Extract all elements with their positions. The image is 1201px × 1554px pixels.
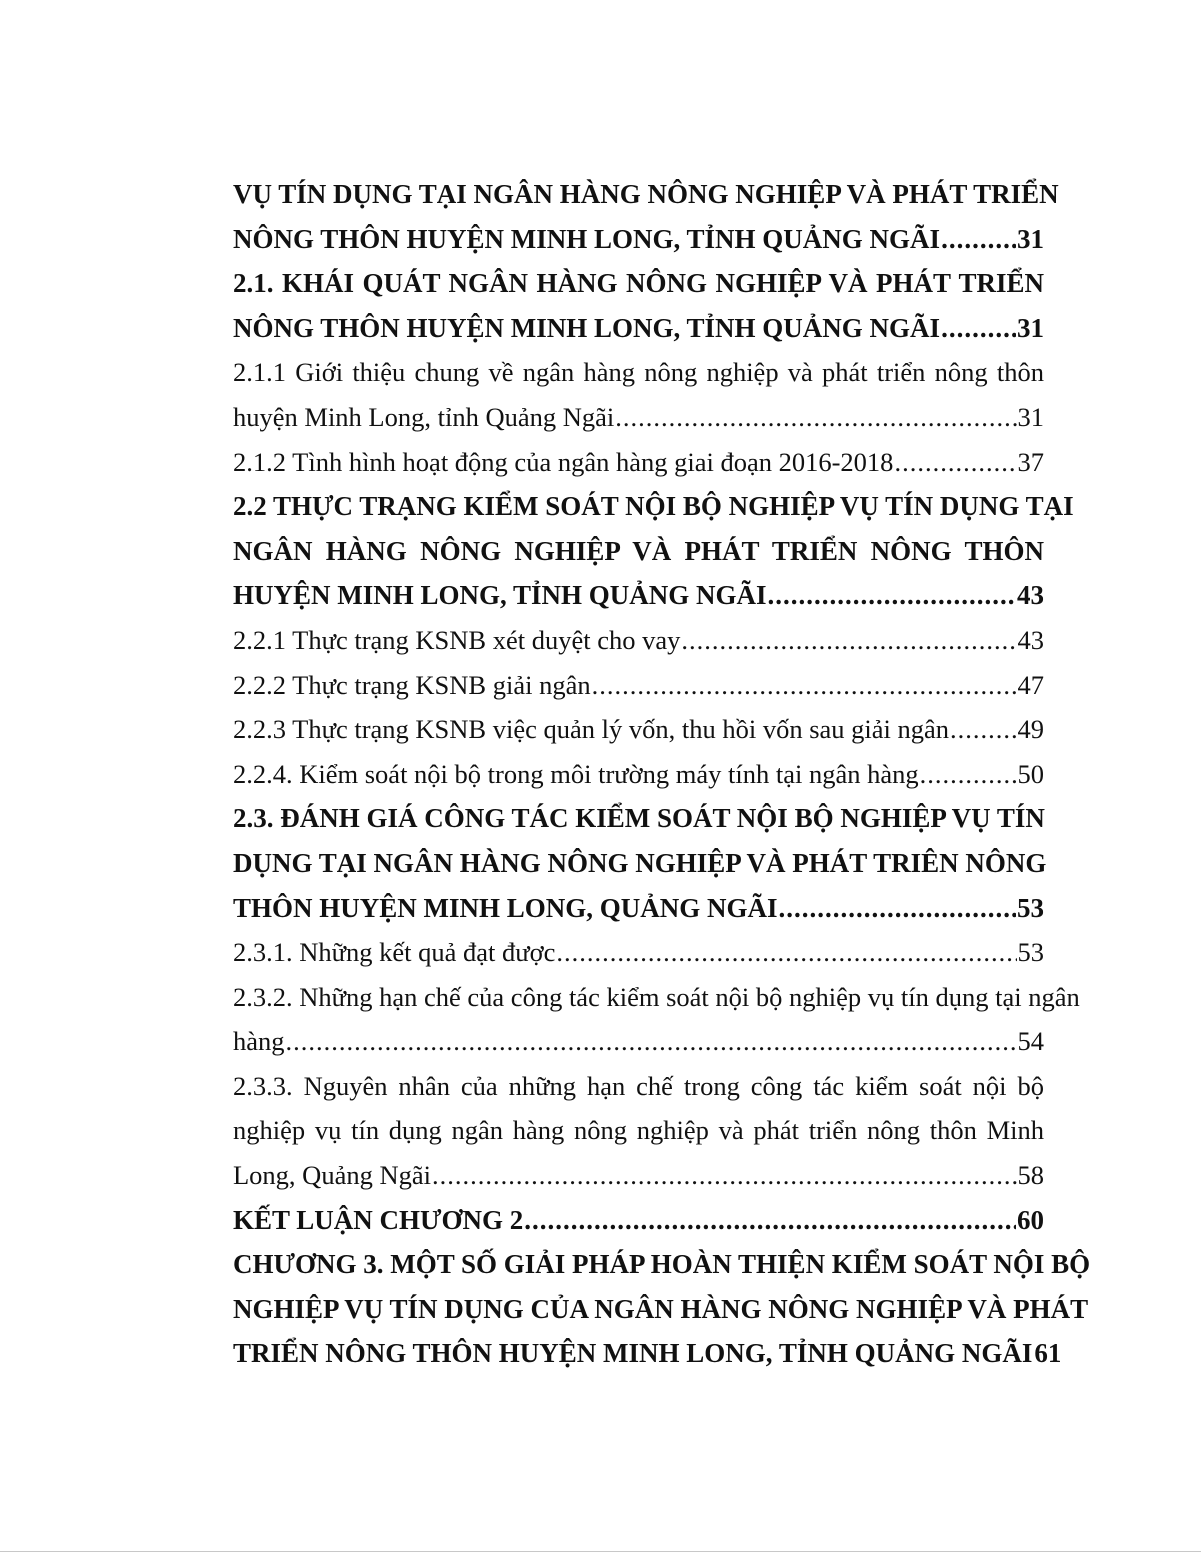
toc-entry-title: hàng — [233, 1026, 285, 1057]
toc-entry-text-line: 2.3.2. Những hạn chế của công tác kiểm soát nội bộ nghiệp vụ tín dụng tại ngân — [233, 981, 1080, 1012]
toc-entry[interactable] — [233, 752, 1044, 797]
toc-entry-text-line: DỤNG TẠI NGÂN HÀNG NÔNG NGHIỆP VÀ PHÁT TRIÊN NÔNG — [233, 847, 1047, 878]
page-bottom-rule — [0, 1551, 1201, 1552]
toc-entry-leader-line — [233, 440, 1044, 485]
toc-entry-leader-line — [233, 306, 1044, 351]
toc-page-number: 49 — [1017, 714, 1044, 745]
toc-page-number: 31 — [1017, 312, 1044, 343]
toc-entry[interactable] — [233, 350, 1044, 439]
dot-leader — [556, 930, 1016, 975]
toc-entry-leader-line — [233, 886, 1044, 931]
toc-entry-title: 2.2.1 Thực trạng KSNB xét duyệt cho vay — [233, 624, 681, 655]
dot-leader — [950, 707, 1016, 752]
dot-leader — [941, 217, 1016, 262]
dot-leader — [286, 1019, 1017, 1064]
toc-entry-title: 2.3.1. Những kết quả đạt được — [233, 937, 556, 968]
toc-entry-title: 2.1.2 Tình hình hoạt động của ngân hàng giai đoạn 2016-2018 — [233, 446, 894, 477]
dot-leader — [920, 752, 1017, 797]
dot-leader — [941, 306, 1016, 351]
toc-page-number: 43 — [1017, 580, 1044, 611]
toc-entry-title: NÔNG THÔN HUYỆN MINH LONG, TỈNH QUẢNG NGÃI — [233, 312, 941, 343]
toc-entry-leader-line — [233, 1198, 1044, 1243]
toc-entry[interactable] — [233, 618, 1044, 663]
toc-entry-title: HUYỆN MINH LONG, TỈNH QUẢNG NGÃI — [233, 580, 767, 611]
toc-page-number: 47 — [1017, 669, 1044, 700]
toc-entry-leader-line — [233, 1019, 1044, 1064]
toc-entry-text-line: NGHIỆP VỤ TÍN DỤNG CỦA NGÂN HÀNG NÔNG NGHIỆP VÀ PHÁT — [233, 1293, 1089, 1324]
toc-entry[interactable] — [233, 1198, 1044, 1243]
toc-entry-title: 2.2.4. Kiểm soát nội bộ trong môi trường máy tính tại ngân hàng — [233, 758, 919, 789]
toc-entry-leader-line — [233, 395, 1044, 440]
toc-entry-leader-line — [233, 573, 1044, 618]
toc-page-number: 50 — [1017, 758, 1044, 789]
toc-entry[interactable] — [233, 663, 1044, 708]
toc-entry-title: KẾT LUẬN CHƯƠNG 2 — [233, 1204, 524, 1235]
toc-entry-title: 2.2.2 Thực trạng KSNB giải ngân — [233, 669, 591, 700]
toc-entry-title: 2.2.3 Thực trạng KSNB việc quản lý vốn, thu hồi vốn sau giải ngân — [233, 714, 950, 745]
toc-entry-text-line: nghiệp vụ tín dụng ngân hàng nông nghiệp và phát triển nông thôn Minh — [233, 1115, 1044, 1146]
toc-entry-text-line: NGÂN HÀNG NÔNG NGHIỆP VÀ PHÁT TRIỂN NÔNG THÔN — [233, 535, 1044, 566]
toc-entry-text-line: VỤ TÍN DỤNG TẠI NGÂN HÀNG NÔNG NGHIỆP VÀ PHÁT TRIỂN — [233, 179, 1059, 209]
toc-page-number: 60 — [1017, 1204, 1044, 1235]
toc-entry-leader-line — [233, 1331, 1062, 1376]
toc-entry-leader-line — [233, 663, 1044, 708]
toc-entry-title: huyện Minh Long, tỉnh Quảng Ngãi — [233, 401, 615, 432]
toc-entry-leader-line — [233, 752, 1044, 797]
table-of-contents — [233, 172, 1091, 1376]
toc-entry-leader-line — [233, 1153, 1044, 1198]
toc-entry-text-line: 2.1.1 Giới thiệu chung về ngân hàng nông nghiệp và phát triển nông thôn — [233, 357, 1044, 388]
toc-entry[interactable] — [233, 261, 1044, 350]
toc-entry[interactable] — [233, 1064, 1044, 1198]
toc-entry-leader-line — [233, 707, 1044, 752]
toc-page-number: 31 — [1017, 401, 1044, 432]
toc-page-number: 37 — [1017, 446, 1044, 477]
dot-leader — [615, 395, 1016, 440]
toc-entry[interactable] — [233, 440, 1044, 485]
toc-entry[interactable] — [233, 930, 1044, 975]
toc-entry-text-line: CHƯƠNG 3. MỘT SỐ GIẢI PHÁP HOÀN THIỆN KIỂM SOÁT NỘI BỘ — [233, 1249, 1091, 1280]
toc-entry-title: Long, Quảng Ngãi — [233, 1160, 431, 1191]
dot-leader — [779, 886, 1016, 931]
toc-entry[interactable] — [233, 796, 1047, 930]
dot-leader — [894, 440, 1016, 485]
dot-leader — [524, 1198, 1016, 1243]
toc-page-number: 43 — [1017, 624, 1044, 655]
toc-entry-title: THÔN HUYỆN MINH LONG, QUẢNG NGÃI — [233, 892, 778, 923]
dot-leader — [681, 618, 1016, 663]
toc-entry[interactable] — [233, 707, 1044, 752]
toc-page-number: 53 — [1017, 892, 1044, 923]
dot-leader — [592, 663, 1017, 708]
toc-entry[interactable] — [233, 975, 1080, 1064]
toc-page-number: 31 — [1017, 223, 1044, 254]
dot-leader — [432, 1153, 1017, 1198]
toc-entry-title: NÔNG THÔN HUYỆN MINH LONG, TỈNH QUẢNG NGÃI — [233, 223, 941, 254]
toc-page-number: 58 — [1017, 1160, 1044, 1191]
toc-entry-text-line: 2.2 THỰC TRẠNG KIỂM SOÁT NỘI BỘ NGHIỆP VỤ TÍN DỤNG TẠI — [233, 491, 1074, 522]
toc-entry-leader-line — [233, 930, 1044, 975]
toc-entry[interactable] — [233, 172, 1059, 261]
toc-entry-text-line: 2.3. ĐÁNH GIÁ CÔNG TÁC KIỂM SOÁT NỘI BỘ NGHIỆP VỤ TÍN — [233, 803, 1045, 834]
toc-entry[interactable] — [233, 484, 1074, 618]
toc-entry[interactable] — [233, 1242, 1091, 1376]
toc-page-number: 53 — [1017, 937, 1044, 968]
toc-page-number: 61 — [1034, 1338, 1062, 1369]
dot-leader — [768, 573, 1016, 618]
toc-entry-title: TRIỂN NÔNG THÔN HUYỆN MINH LONG, TỈNH QUẢNG NGÃI — [233, 1338, 1033, 1369]
toc-page-number: 54 — [1017, 1026, 1044, 1057]
toc-entry-leader-line — [233, 217, 1044, 262]
toc-entry-text-line: 2.3.3. Nguyên nhân của những hạn chế trong công tác kiểm soát nội bộ — [233, 1070, 1044, 1101]
toc-entry-text-line: 2.1. KHÁI QUÁT NGÂN HÀNG NÔNG NGHIỆP VÀ PHÁT TRIỂN — [233, 268, 1044, 299]
toc-entry-leader-line — [233, 618, 1044, 663]
